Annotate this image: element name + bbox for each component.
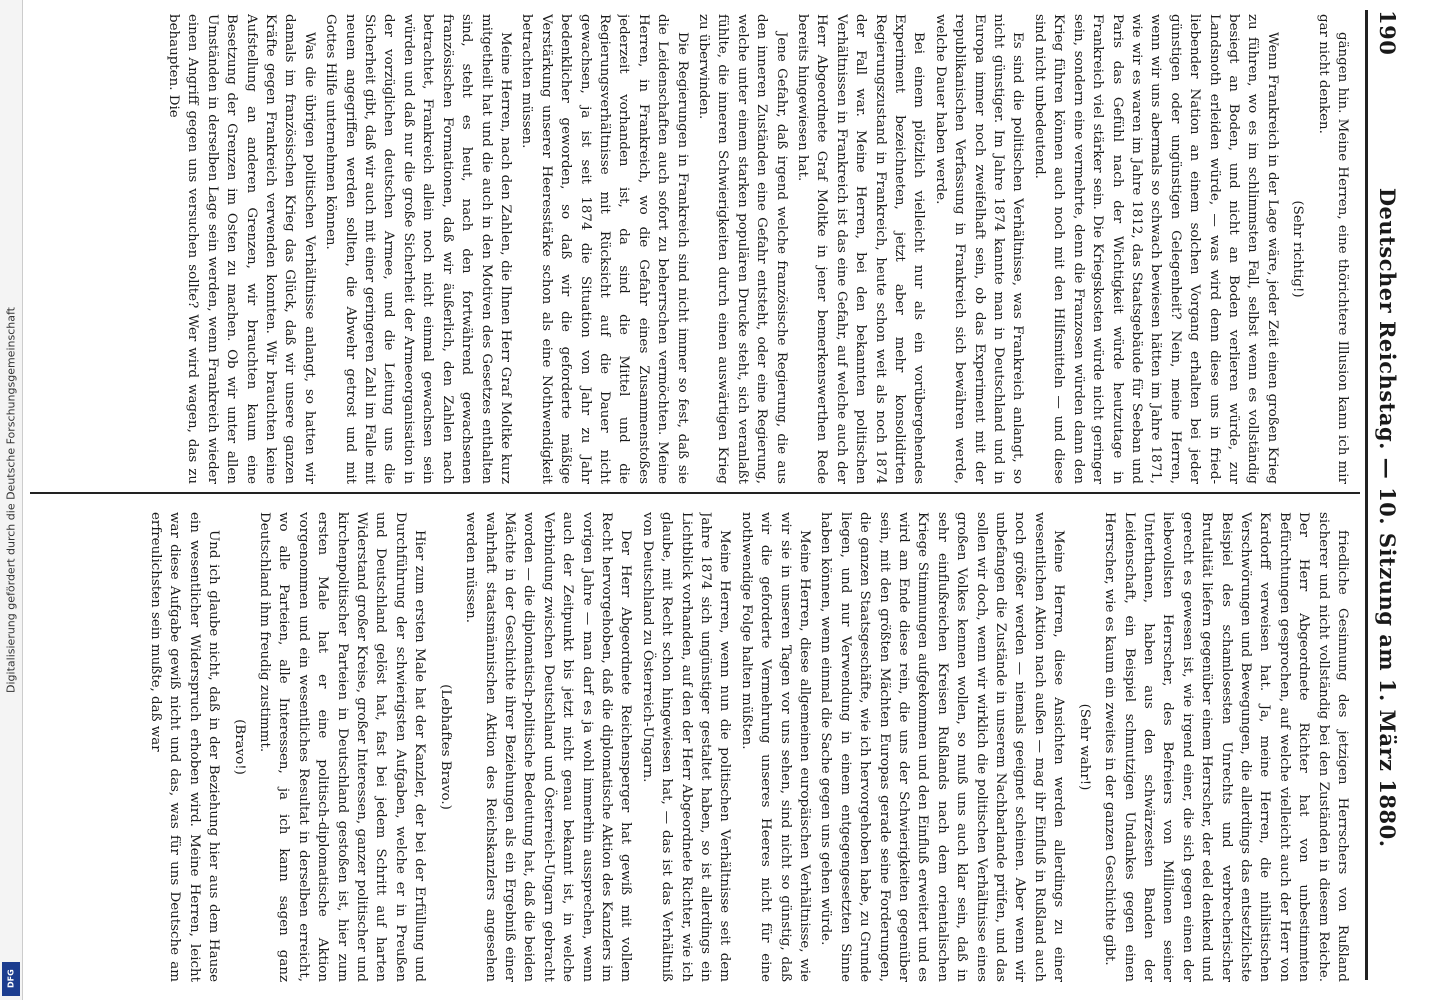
left-column <box>32 14 1352 484</box>
paragraph: Meine Herren, diese Ansichten werden allerdings zu einer wesentlichen Aktion nach außen — mag ihr Einfluß in Rußland auch noch größer werden — niemals geeignet scheinen. Aber wenn wir unbefangen die Zustände in unserem Nachbarlande prüfen, und das sollen wir doch, wenn wir wirklich die politischen Verhältnisse eines großen Volkes kennen wollen, so muß uns auch klar sein, daß in sehr einflußreichen Kreisen Rußlands nach dem orientalischen Kriege Stimmungen aufgekommen und den Einfluß erweitert und es wird am Ende diese rein, die uns der Schwierigkeiten gegenüber sein, mit den größten Mächten Europas gerade seine Forderungen, die ganzen Staatsgeschäfte, wie ich hervorgehoben habe, zu Grunde liegen, und nur Verwendung in einem entgegengesetzten Sinne haben können, wenn einmal die Sache gegen uns gehen würde. <box>818 512 1067 982</box>
digitization-credit: Digitalisierung gefördert durch die Deutsche Forschungsgemeinschaft <box>4 307 18 693</box>
paragraph: Wenn Frankreich in der Lage wäre, jeder Zeit einen großen Krieg zu führen, wo es im schlimmsten Fall, selbst wenn es vollständig besiegt an Boden, und nicht an Boden verlieren würde, zur Landsnoth erleiden würde, — was wird denn diese uns in fried-liebender Nation an einem solchen Vorgang erhalten bei jeder günstigen oder ungünstigen Gelegenheit? Nein, meine Herren, wenn wir uns abermals so schwach bewiesen hätten im Jahre 1871, wie wir es waren im Jahre 1812, das Staatsgebäude für Seeban und Paris das Gefühl nach der Wichtigkeit würde heutzutage in Frankreich viel stärker sein. Die Kriegskosten würde nicht geringer sein, sondern eine vermehrte, denn die Franzosen würden dann den Krieg führen können auch noch mit den Hilfsmitteln — und diese sind nicht unbedeutend. <box>1031 14 1280 484</box>
column-divider <box>30 492 1360 494</box>
paragraph: friedliche Gesinnung des jetzigen Herrschers von Rußland sicherer und nicht vollständig bei den Zuständen in diesem Reiche. Der Herr Abgeordnete Richter hat von unbestimmten Befürchtungen gesprochen, auf welche vielleicht auch der Herr von Kardorff verweisen hat. Ja, meine Herren, die nihilistischen Verschwörungen und Bewegungen, die allerdings das entsetzlichste Beispiel des schamlosesten Unrechts und verbrecherischer Brutalität liefern gegenüber einem Herrscher, der edel denkend und gerecht es gewesen ist, wie irgend einer, die sich gegen einen der liebevollsten Herrscher, des Befreiers von Millionen seiner Unterthanen, haben aus den schwärzesten Banden der Leidenschaft, ein Beispiel schmutzigen Undankes gegen einen Herrscher, wie es kaum ein zweites in der ganzen Geschichte gibt. <box>1102 512 1350 982</box>
paragraph: Meine Herren, diese allgemeinen europäischen Verhältnisse, wie wir sie in unseren Tagen vor uns sehen, sind nicht so günstig, daß wir die geforderte Vermehrung unseres Heeres nicht für eine nothwendige Folge halten müßten. <box>738 512 813 982</box>
page-number: 190 <box>1375 10 1401 56</box>
paragraph: (Lebhaftes Bravo.) <box>437 684 453 810</box>
paragraph: Der Herr Abgeordnete Reichensperger hat gewiß mit vollem Recht hervorgehoben, daß die diplomatische Aktion des Kanzlers im vorigen Jahre — man darf es ja wohl immerhin aussprechen, wenn auch der Zeitpunkt bis jetzt nicht genau bekannt ist, in welche Verbindung zwischen Deutschland und Österreich-Ungarn gebracht worden — die diplomatisch-politische Bedeutung hat, daß die beiden Mächte in der Geschichte ihrer Beziehungen als ein Ergebniß einer wahrhaft staatsmännischen Aktion des Reichskanzlers angesehen werden müssen. <box>463 512 634 982</box>
paragraph: (Sehr richtig!) <box>1290 200 1306 298</box>
paragraph: Und ich glaube nicht, daß in der Beziehung hier aus dem Hause ein wesentlicher Widerspruch erhoben wird. Meine Herren, leicht war diese Aufgabe gewiß nicht und das, was für uns Deutsche am erfreulichsten sein mußte, daß war <box>148 512 222 982</box>
paragraph: Meine Herren, wenn nun die politischen Verhältnisse seit dem Jahre 1874 sich ungünstiger gestaltet haben, so ist allerdings ein Lichtblick vorhanden, auf den der Herr Abgeordnete Richter, wie ich glaube, mit Recht schon hingewiesen hat, — das ist das Verhältniß von Deutschland zu Österreich-Ungarn. <box>639 512 733 982</box>
page-title: Deutscher Reichstag. — 10. Sitzung am 1. März 1880. <box>1375 187 1401 848</box>
paragraph: Es sind die politischen Verhältnisse, was Frankreich anlangt, so nicht günstiger. Im Jahre 1874 kannte man in Deutschland und in Europa immer noch zweifelhaft sein, ob das Experiment mit der republikanischen Verfassung in Frankreich sich bewähren werde, welche Dauer haben werde. <box>932 14 1026 484</box>
digitization-sidebar <box>0 0 23 1000</box>
paragraph: Bei einem plötzlich vielleicht nur als ein vorübergehendes Experiment bezeichneten, jetzt aber mehr konsolidirten Regierungszustand in Frankreich, heute schon weit als noch 1874 der Fall war. Meine Herren, bei den bekannten politischen Verhältnissen in Frankreich ist das eine Gefahr, auf welche auch der Herr Abgeordnete Graf Moltke in jener bemerkenswerthen Rede bereits hingewiesen hat. <box>795 14 927 484</box>
paragraph: (Bravo!) <box>231 719 247 775</box>
paragraph: Jene Gefahr, daß irgend welche französische Regierung, die aus den inneren Zuständen eine Gefahr entsteht, oder eine Regierung, welche unter einem starken populären Drucke steht, sich veranlaßt fühlte, die inneren Schwierigkeiten durch einen auswärtigen Krieg zu überwinden. <box>696 14 789 484</box>
paragraph: gängen hin. Meine Herren, eine thörichtere Illusion kann ich mir gar nicht denken. <box>1315 14 1350 484</box>
paragraph: Was die übrigen politischen Verhältnisse anlangt, so hatten wir damals im französischen Krieg das Glück, daß wir unsere ganzen Kräfte gegen Frankreich verwenden konnten. Wir brauchten keine Aufstellung an anderen Grenzen, wir brauchten kaum eine Besetzung der Grenzen im Osten zu machen. Ob wir unter allen Umständen in derselben Lage sein werden, wenn Frankreich wieder einen Angriff gegen uns versuchen sollte? Wer wird wagen, das zu behaupten. Die <box>166 14 317 484</box>
right-column <box>32 512 1352 982</box>
page-header <box>1365 10 1408 980</box>
paragraph: Hier zum ersten Male hat der Kanzler, der bei der Erfüllung und Durchführung der schwierigsten Aufgaben, welche er in Preußen und Deutschland gelöst hat, fast bei jedem Schritt auf harten Widerstand großer Kreise, großer Interessen, ganzer politischer und kirchenpolitischer Parteien in Deutschland gestoßen ist, hier zum ersten Male hat er eine politisch-diplomatische Aktion vorgenommen und ein wesentliches Resultat in derselben erreicht, wo alle Parteien, alle Interessen, ja ich kann sagen ganz Deutschland ihm freudig zustimmt. <box>257 512 428 982</box>
paragraph: (Sehr wahr!) <box>1076 703 1092 791</box>
paragraph: Die Regierungen in Frankreich sind nicht immer so fest, daß sie die Leidenschaften auch sofort zu beherrschen vermöchten. Meine Herren, in Frankreich, wo die Gefahr eines Zusammenstoßes jederzeit vorhanden ist, da sind die Mittel und die Regierungsverhältnisse mit Rücksicht auf die Dauer nicht gewachsen, ja ist seit 1874 die Situation von Jahr zu Jahr bedenklicher geworden, so daß wir die geforderte mäßige Verstärkung unserer Heeresstärke schon als eine Nothwendigkeit betrachten müssen. <box>519 14 690 484</box>
paragraph: Meine Herren, nach den Zahlen, die Ihnen Herr Graf Moltke kurz mitgetheilt hat und die auch in den Motiven des Gesetzes enthalten sind, steht es heut, nach den fortwährend gewachsenen französischen Formationen, daß wir äußerlich, den Zahlen nach betrachtet, Frankreich allein noch nicht einmal gewachsen sein würden und daß nur die große Sicherheit der Armeeorganisation in der vorzüglichen deutschen Armee, und die Leitung uns die Sicherheit gibt, daß wir auch mit einer geringeren Zahl im Falle mit neuem angegriffen werden sollten, die Abwehr getrost und mit Gottes Hilfe unternehmen können. <box>323 14 513 484</box>
dfg-logo: DFG <box>2 962 20 996</box>
